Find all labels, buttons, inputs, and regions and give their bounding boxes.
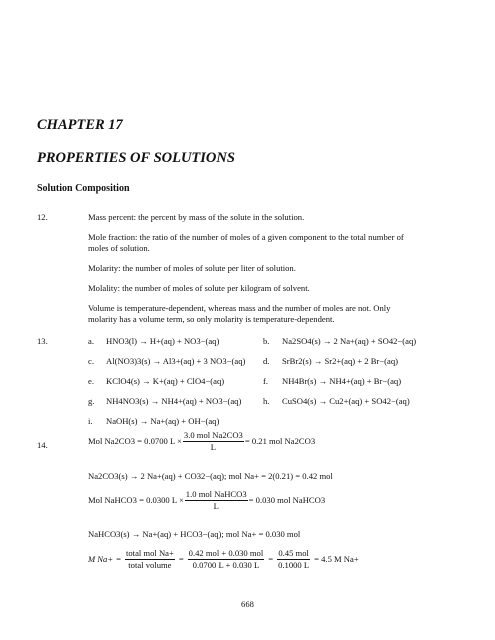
p13-a-equation: HNO3(l) → H+(aq) + NO3−(aq) (106, 336, 220, 346)
p14-molarity-symbol: M Na+ (88, 554, 114, 564)
p13-c-equation: Al(NO3)3(s) → Al3+(aq) + 3 NO3−(aq) (106, 356, 246, 366)
p14-molarity-equation (88, 546, 359, 572)
p14-l3-lhs: Mol NaHCO3 = 0.0300 L × (88, 495, 184, 505)
p14-l1-lhs: Mol Na2CO3 = 0.0700 L × (88, 436, 182, 446)
p14-l1-denominator: L (210, 441, 216, 452)
p13-d-equation: SrBr2(s) → Sr2+(aq) + 2 Br−(aq) (282, 356, 398, 366)
chapter-title: PROPERTIES OF SOLUTIONS (37, 150, 235, 166)
p13-g-equation: NH4NO3(s) → NH4+(aq) + NO3−(aq) (106, 396, 242, 406)
p13-i-equation: NaOH(s) → Na+(aq) + OH−(aq) (106, 416, 220, 426)
p14-f1-numerator: total mol Na+ (126, 547, 174, 558)
p12-temperature-line2: molarity has a volume term, so only molarity is temperature-dependent. (88, 314, 335, 324)
p14-f2-numerator: 0.42 mol + 0.030 mol (188, 547, 264, 558)
p14-fraction-1 (125, 548, 175, 571)
p13-f-label: f. (263, 376, 269, 386)
p13-g-label: g. (88, 396, 95, 406)
p14-equals-2: = (178, 554, 184, 564)
page-number: 668 (241, 599, 254, 609)
p14-f3-numerator: 0.45 mol (278, 547, 309, 558)
problem-12-number: 12. (37, 212, 48, 222)
p14-f1-denominator: total volume (128, 559, 172, 570)
p13-d-label: d. (263, 356, 270, 366)
p14-fraction-2 (188, 548, 265, 571)
section-heading: Solution Composition (37, 183, 130, 194)
p14-equals-3: = (268, 554, 274, 564)
p12-molality: Molality: the number of moles of solute per kilogram of solvent. (88, 283, 310, 293)
p14-na2co3-moles (88, 429, 315, 453)
p14-na2co3-dissociation: Na2CO3(s) → 2 Na+(aq) + CO32−(aq); mol Na+ = 2(0.21) = 0.42 mol (88, 471, 333, 481)
p14-l1-result: = 0.21 mol Na2CO3 (244, 436, 316, 446)
p14-l3-numerator: 1.0 mol NaHCO3 (185, 488, 247, 499)
p14-nahco3-dissociation: NaHCO3(s) → Na+(aq) + HCO3−(aq); mol Na+ = 0.030 mol (88, 529, 301, 539)
p14-fraction-3 (277, 548, 310, 571)
p14-l1-numerator: 3.0 mol Na2CO3 (183, 429, 243, 440)
p12-mass-percent: Mass percent: the percent by mass of the solute in the solution. (88, 212, 305, 222)
p12-mole-fraction-line2: moles of solution. (88, 243, 150, 253)
p13-h-equation: CuSO4(s) → Cu2+(aq) + SO42−(aq) (282, 396, 410, 406)
chapter-heading: CHAPTER 17 (37, 117, 123, 133)
p13-i-label: i. (88, 416, 93, 426)
p12-mole-fraction-line1: Mole fraction: the ratio of the number of moles of a given component to the total number of (88, 232, 404, 242)
p13-h-label: h. (263, 396, 270, 406)
p13-b-equation: Na2SO4(s) → 2 Na+(aq) + SO42−(aq) (282, 336, 417, 346)
p13-c-label: c. (88, 356, 94, 366)
p13-e-equation: KClO4(s) → K+(aq) + ClO4−(aq) (106, 376, 225, 386)
p14-f2-denominator: 0.0700 L + 0.030 L (192, 559, 260, 570)
p14-f3-denominator: 0.1000 L (278, 559, 310, 570)
p14-molarity-result: = 4.5 M Na+ (314, 554, 359, 564)
p14-l3-result: = 0.030 mol NaHCO3 (248, 495, 326, 505)
p13-b-label: b. (263, 336, 270, 346)
p12-molarity: Molarity: the number of moles of solute per liter of solution. (88, 263, 296, 273)
p14-nahco3-moles (88, 488, 325, 512)
p14-l1-fraction (183, 430, 244, 453)
problem-13-number: 13. (37, 336, 48, 346)
problem-14-number: 14. (37, 440, 48, 450)
p14-equals-1: = (116, 554, 121, 564)
p13-a-label: a. (88, 336, 94, 346)
p13-f-equation: NH4Br(s) → NH4+(aq) + Br−(aq) (282, 376, 402, 386)
p12-temperature-line1: Volume is temperature-dependent, whereas mass and the number of moles are not. Only (88, 303, 391, 313)
p14-l3-denominator: L (213, 500, 219, 511)
p13-e-label: e. (88, 376, 94, 386)
p14-l3-fraction (185, 489, 248, 512)
